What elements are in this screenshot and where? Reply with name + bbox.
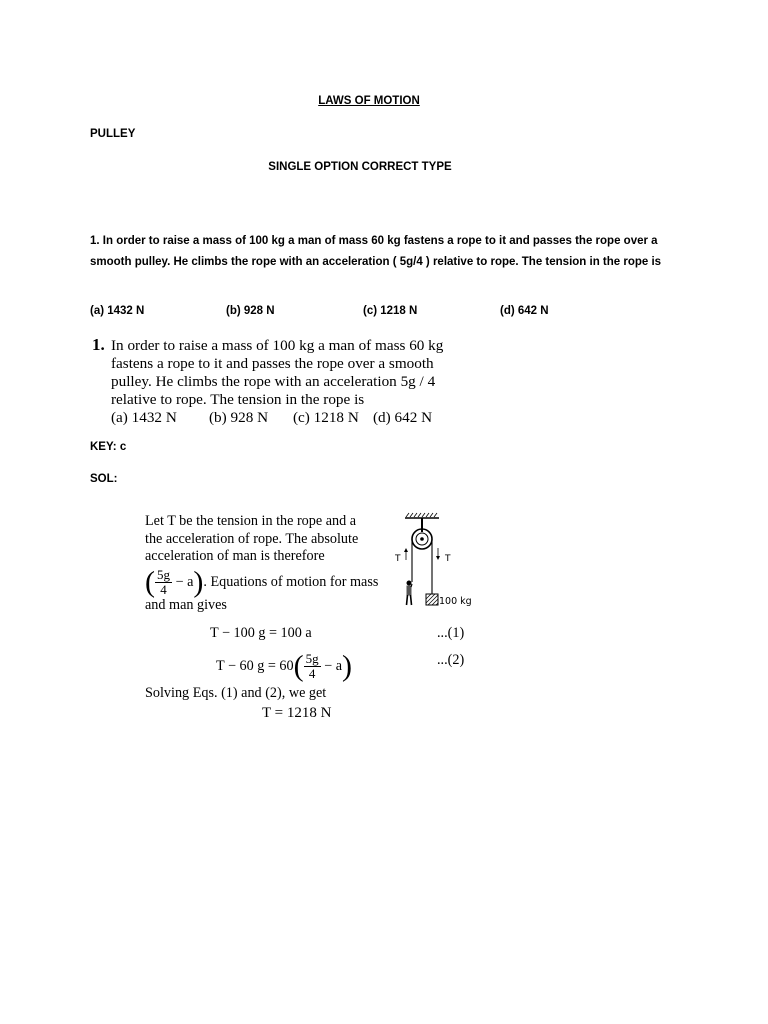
solution-line-4 <box>145 565 395 598</box>
tension-label-right: T <box>445 554 451 564</box>
result-equation: T = 1218 N <box>262 705 332 721</box>
scan-line-1-text: In order to raise a mass of 100 kg a man of mass 60 kg <box>111 337 444 354</box>
section-heading: PULLEY <box>90 128 136 140</box>
equation-2-left: T − 60 g = 60 <box>216 657 294 674</box>
option-b: (b) 928 N <box>226 305 275 317</box>
scan-question-number: 1. <box>92 335 105 354</box>
left-paren: ( <box>145 565 155 598</box>
solution-word: acceleration <box>145 548 214 564</box>
scan-line-1 <box>92 336 443 355</box>
answer-key: KEY: c <box>90 441 127 453</box>
right-paren: ) <box>193 565 204 598</box>
solution-text <box>145 513 395 614</box>
question-text: 1. In order to raise a mass of 100 kg a man of mass 60 kg fastens a rope to it and passes the rope over a smooth pulley. He climbs the rope with an acceleration ( 5g/4 ) relative to rope. The tension in the rope is <box>90 235 662 268</box>
right-paren: ) <box>342 649 353 683</box>
solution-word: man <box>232 548 257 564</box>
fraction-5g-over-4 <box>155 568 172 597</box>
minus-a: − a <box>175 573 194 590</box>
left-paren: ( <box>293 649 304 683</box>
ceiling-icon <box>405 513 439 518</box>
tension-arrow-left-icon <box>404 548 408 560</box>
tension-arrow-right-icon <box>436 548 440 560</box>
fraction-denominator: 4 <box>308 666 316 681</box>
solution-line-1: Let T be the tension in the rope and a <box>145 513 357 529</box>
fraction-5g-over-4 <box>304 652 321 681</box>
scan-line-4: relative to rope. The tension in the rope is <box>111 391 365 408</box>
scan-option-c: (c) 1218 N <box>293 409 359 426</box>
mass-label: 100 kg <box>439 596 472 607</box>
minus-a: − a <box>324 657 343 674</box>
scan-option-b: (b) 928 N <box>209 409 269 426</box>
scan-line-3: pulley. He climbs the rope with an acceleration 5g / 4 <box>111 373 436 390</box>
scan-line-2: fastens a rope to it and passes the rope over a smooth <box>111 355 434 372</box>
equation-2-number: ...(2) <box>437 652 465 668</box>
solution-line-4-rest: . Equations of motion for mass <box>203 573 379 590</box>
fraction-numerator: 5g <box>157 566 170 582</box>
tension-label-left: T <box>395 554 401 564</box>
equation-2 <box>216 649 353 683</box>
option-d: (d) 642 N <box>500 305 549 317</box>
solution-line-3 <box>145 548 383 566</box>
scan-options <box>92 409 443 427</box>
option-c: (c) 1218 N <box>363 305 418 317</box>
pulley-diagram <box>395 512 485 612</box>
fraction-denominator: 4 <box>160 581 167 597</box>
scan-option-d: (d) 642 N <box>373 409 433 426</box>
mass-block-icon <box>426 594 438 605</box>
option-a: (a) 1432 N <box>90 305 145 317</box>
solution-word: is <box>260 548 270 564</box>
equation-1-number: ...(1) <box>437 625 465 641</box>
equation-1: T − 100 g = 100 a <box>210 625 312 641</box>
scan-option-a: (a) 1432 N <box>111 409 177 426</box>
solving-text: Solving Eqs. (1) and (2), we get <box>145 685 327 701</box>
document-title: LAWS OF MOTION <box>318 95 420 107</box>
scanned-question <box>92 336 443 427</box>
solution-word: of <box>217 548 229 564</box>
fraction-numerator: 5g <box>305 651 319 666</box>
solution-word: therefore <box>273 548 325 564</box>
question-type-heading: SINGLE OPTION CORRECT TYPE <box>268 161 452 173</box>
solution-line-2: the acceleration of rope. The absolute <box>145 530 359 547</box>
solution-label: SOL: <box>90 473 118 485</box>
solution-line-5: and man gives <box>145 596 227 613</box>
man-figure-icon <box>407 581 413 606</box>
